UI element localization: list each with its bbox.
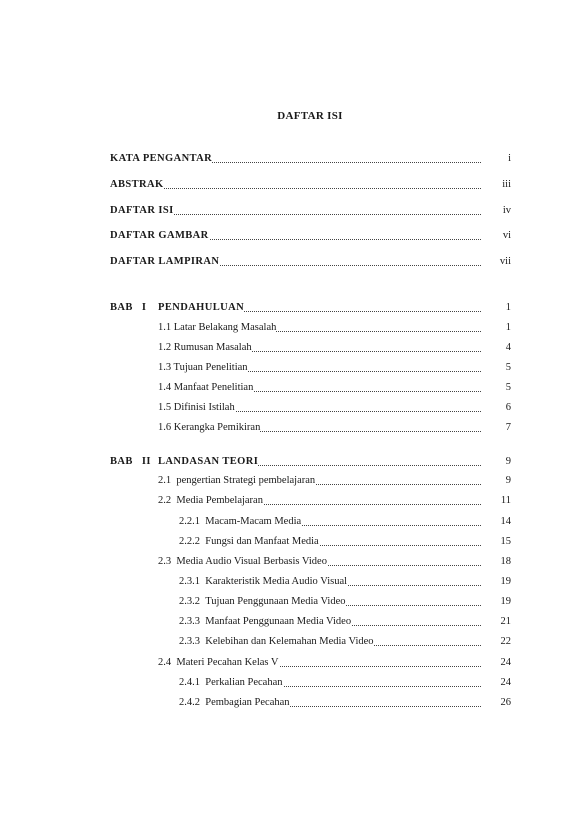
toc-page-number: 9 [505,456,511,467]
toc-entry-label: 2.2.2 Fungsi dan Manfaat Media [179,536,319,547]
toc-entry[interactable] [110,594,511,609]
chapter-number: BAB I [110,302,147,313]
toc-entry[interactable] [110,254,511,269]
toc-entry-label: 2.3.1 Karakteristik Media Audio Visual [179,576,348,587]
toc-page-number: 19 [500,596,511,607]
toc-page-number: 21 [500,616,511,627]
toc-entry[interactable] [110,151,511,166]
toc-entry-label: 1.6 Kerangka Pemikiran [158,422,261,433]
toc-entry[interactable] [110,574,511,589]
toc-entry-label: DAFTAR ISI [110,205,174,216]
toc-entry[interactable] [110,493,511,508]
toc-entry[interactable] [110,614,511,629]
toc-entry[interactable] [110,534,511,549]
toc-entry-label: DAFTAR GAMBAR [110,230,209,241]
toc-page-number: 18 [500,556,511,567]
toc-page-number: 7 [505,422,511,433]
toc-entry-label: 2.3.3 Manfaat Penggunaan Media Video [179,616,352,627]
toc-entry-label: 2.3.2 Tujuan Penggunaan Media Video [179,596,346,607]
toc-entry-label: DAFTAR LAMPIRAN [110,256,220,267]
toc-page-number: iv [502,205,511,216]
toc-entry-label: 2.4 Materi Pecahan Kelas V [158,657,279,668]
toc-page-number: 22 [500,636,511,647]
toc-entry[interactable] [110,514,511,529]
toc-page-number: 24 [500,657,511,668]
toc-entry-label: PENDAHULUAN [158,302,245,313]
toc-entry-label: 1.2 Rumusan Masalah [158,342,252,353]
toc-entry-label: 2.4.1 Perkalian Pecahan [179,677,283,688]
toc-page-number: iii [502,179,511,190]
toc-entry-label: ABSTRAK [110,179,164,190]
toc-page-number: 15 [500,536,511,547]
toc-entry-label: 2.4.2 Pembagian Pecahan [179,697,290,708]
toc-entry[interactable] [110,340,511,355]
toc-page-number: 6 [505,402,511,413]
toc-entry[interactable] [110,655,511,670]
toc-entry[interactable] [110,320,511,335]
toc-entry[interactable] [110,473,511,488]
toc-entry[interactable] [110,695,511,710]
toc-entry[interactable] [110,454,511,469]
toc-page-number: 26 [500,697,511,708]
chapter-number: BAB II [110,456,151,467]
toc-entry[interactable] [110,420,511,435]
toc-entry-label: 1.5 Difinisi Istilah [158,402,235,413]
toc-entry-label: 1.1 Latar Belakang Masalah [158,322,277,333]
toc-entry[interactable] [110,400,511,415]
toc-page-number: i [508,153,511,164]
toc-page-number: 11 [500,495,511,506]
toc-page-number: 9 [505,475,511,486]
toc-page-number: 24 [500,677,511,688]
toc-page-number: vii [499,256,511,267]
toc-entry[interactable] [110,380,511,395]
toc-entry-label: 1.3 Tujuan Penelitian [158,362,248,373]
toc-entry[interactable] [110,634,511,649]
toc-entry-label: 2.3 Media Audio Visual Berbasis Video [158,556,327,567]
toc-entry-label: 1.4 Manfaat Penelitian [158,382,254,393]
toc-entry[interactable] [110,300,511,315]
toc-entry-label: LANDASAN TEORI [158,456,259,467]
dot-leader [110,188,481,189]
toc-entry-label: 2.1 pengertian Strategi pembelajaran [158,475,316,486]
toc-entry[interactable] [110,177,511,192]
page-title: DAFTAR ISI [277,110,343,122]
toc-page-number: 19 [500,576,511,587]
toc-page-number: 5 [505,382,511,393]
toc-entry[interactable] [110,360,511,375]
toc-page-number: 1 [505,322,511,333]
toc-entry-label: KATA PENGANTAR [110,153,213,164]
toc-entry-label: 2.2 Media Pembelajaran [158,495,263,506]
toc-entry[interactable] [110,203,511,218]
toc-entry[interactable] [110,554,511,569]
toc-page-number: 1 [505,302,511,313]
toc-entry[interactable] [110,675,511,690]
toc-page-number: vi [502,230,511,241]
toc-entry-label: 2.2.1 Macam-Macam Media [179,516,302,527]
toc-page-number: 4 [505,342,511,353]
toc-page-number: 14 [500,516,511,527]
toc-entry[interactable] [110,228,511,243]
toc-page-number: 5 [505,362,511,373]
toc-entry-label: 2.3.3 Kelebihan dan Kelemahan Media Video [179,636,374,647]
